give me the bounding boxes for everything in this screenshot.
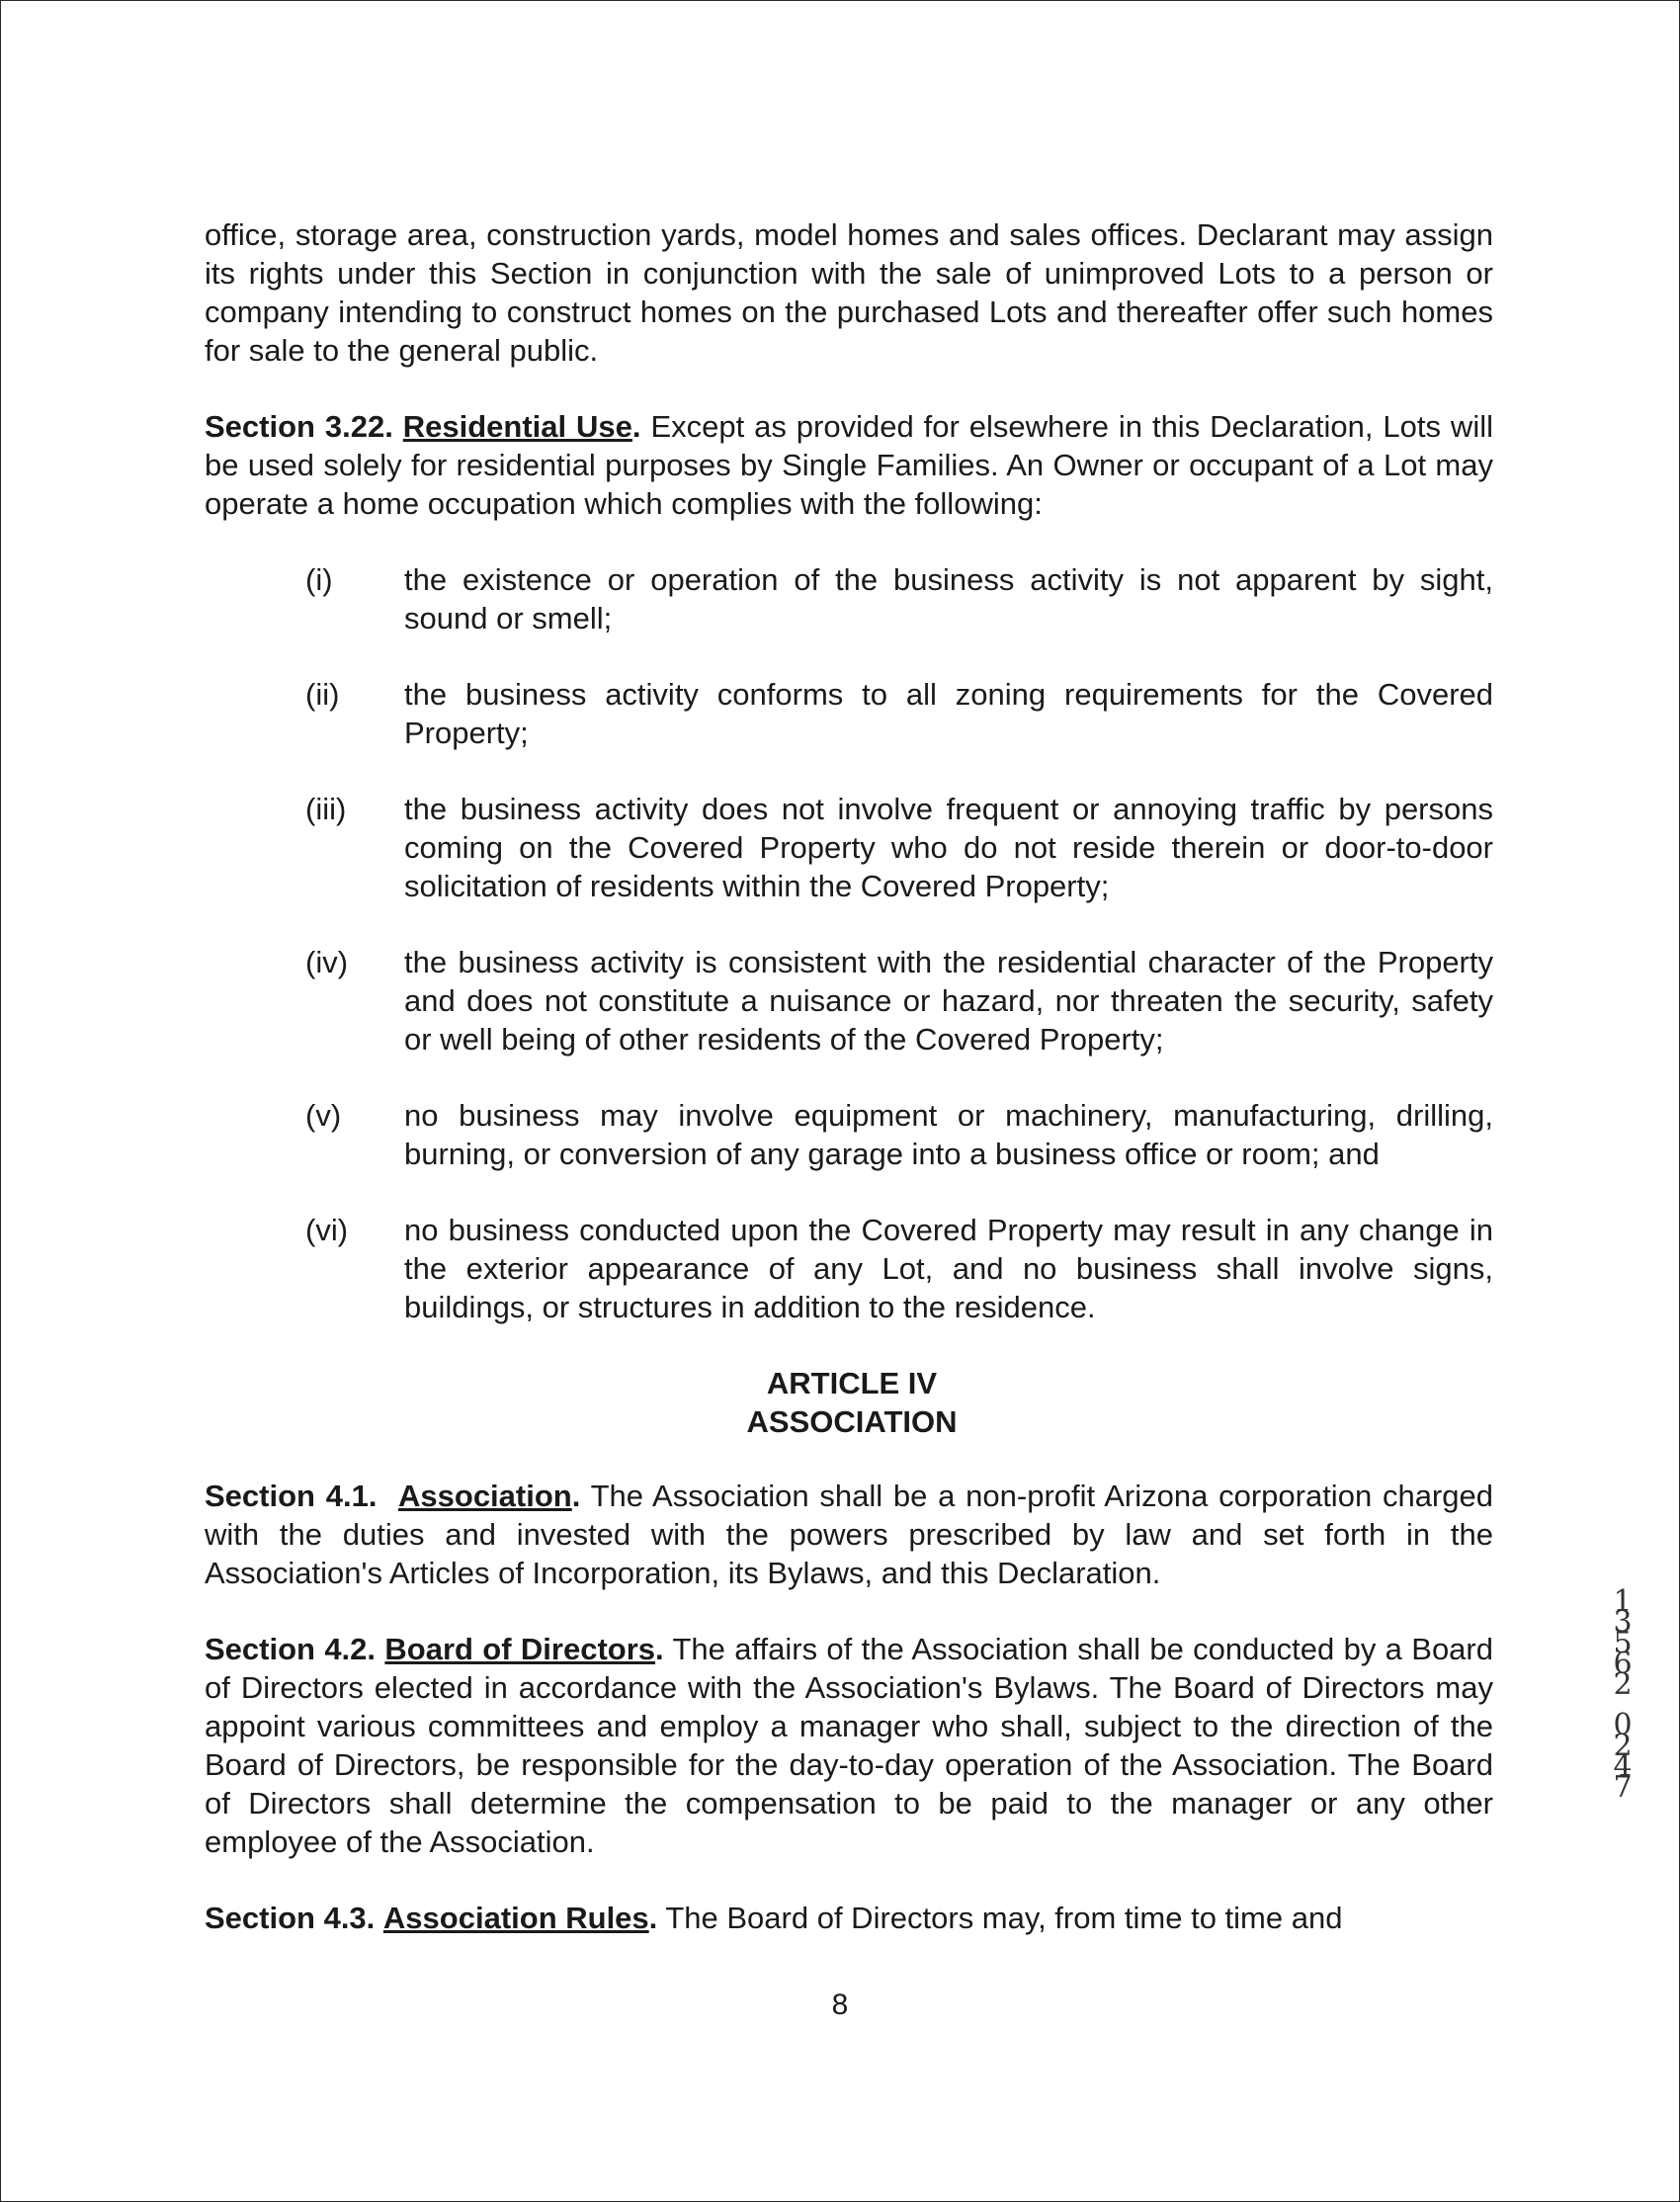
list-item-text: the existence or operation of the business activity is not apparent by sight, sound or smell; bbox=[404, 562, 1493, 635]
list-item bbox=[205, 560, 1493, 637]
recording-stamp-part-1: 13562 bbox=[1613, 1584, 1633, 1702]
list-item bbox=[205, 1096, 1493, 1173]
section-4-2-paragraph: Section 4.2. Board of Directors. The affairs of the Association shall be conducted by a Board of Directors elected in accordance with the Association's Bylaws. The Board of Directors may appoint various committees and employ a manager who shall, subject to the direction of the Board of Directors, be responsible for the day-to-day operation of the Association. The Board of Directors shall determine the compensation to be paid to the manager or any other employee of the Association. bbox=[205, 1632, 1493, 1859]
article-title: ASSOCIATION bbox=[746, 1404, 958, 1439]
article-heading bbox=[205, 1364, 1493, 1441]
page-number: 8 bbox=[831, 1989, 849, 2021]
recording-stamp-part-2: 0247 bbox=[1613, 1708, 1633, 1805]
document-body bbox=[205, 215, 1493, 1975]
list-item bbox=[205, 1211, 1493, 1326]
section-4-2-title: Board of Directors bbox=[384, 1632, 656, 1666]
section-4-3-text: The Board of Directors may, from time to time and bbox=[657, 1901, 1343, 1935]
section-4-1-text: The Association shall be a non-profit Arizona corporation charged with the duties and invested with the powers prescribed by law and set forth in the Association's Articles of Incorporation, its Bylaws, and this Declaration. bbox=[205, 1479, 1493, 1590]
list-item-text: the business activity does not involve frequent or annoying traffic by persons coming on the Covered Property who do not reside therein or door-to-door solicitation of residents within the Covered Property; bbox=[404, 792, 1493, 903]
list-item-text: no business conducted upon the Covered Property may result in any change in the exterior appearance of any Lot, and no business shall involve signs, buildings, or structures in addition to the residence. bbox=[404, 1213, 1493, 1324]
list-item bbox=[205, 675, 1493, 752]
section-4-2-number: Section 4.2. bbox=[205, 1632, 377, 1666]
section-4-3-title: Association Rules bbox=[382, 1901, 649, 1935]
section-4-3-number: Section 4.3. bbox=[205, 1901, 376, 1935]
section-4-2-text: The affairs of the Association shall be conducted by a Board of Directors elected in accordance with the Association's Bylaws. The Board of Directors may appoint various committees and employ a manager who shall, subject to the direction of the Board of Directors, be responsible for the day-to-day operation of the Association. The Board of Directors shall determine the compensation to be paid to the manager or any other employee of the Association. bbox=[205, 1632, 1493, 1859]
list-item bbox=[205, 790, 1493, 905]
list-item-number: (i) bbox=[305, 562, 333, 597]
list-item-text: the business activity conforms to all zoning requirements for the Covered Property; bbox=[404, 677, 1493, 750]
list-item-number: (iii) bbox=[305, 792, 347, 826]
section-4-3-paragraph: Section 4.3. Association Rules. The Board of Directors may, from time to time and bbox=[205, 1901, 1343, 1935]
list-item-number: (iv) bbox=[305, 945, 349, 979]
list-item-text: no business may involve equipment or machinery, manufacturing, drilling, burning, or conversion of any garage into a business office or room; and bbox=[404, 1098, 1493, 1171]
section-4-1-title: Association bbox=[398, 1479, 572, 1513]
list-item bbox=[205, 943, 1493, 1059]
section-3-22-number: Section 3.22. bbox=[205, 409, 393, 444]
section-3-22-text: Except as provided for elsewhere in this Declaration, Lots will be used solely for residential purposes by Single Families. An Owner or occupant of a Lot may operate a home occupation which complies with the following: bbox=[205, 409, 1493, 521]
section-4-1-paragraph: Section 4.1. Association. The Association shall be a non-profit Arizona corporation charged with the duties and invested with the powers prescribed by law and set forth in the Association's Articles of Incorporation, its Bylaws, and this Declaration. bbox=[205, 1479, 1493, 1590]
list-item-number: (v) bbox=[305, 1098, 342, 1133]
list-item-text: the business activity is consistent with the residential character of the Property and does not constitute a nuisance or hazard, nor threaten the security, safety or well being of other residents of the Covered Property; bbox=[404, 945, 1493, 1057]
section-4-1-number: Section 4.1. bbox=[205, 1479, 378, 1513]
home-occupation-list bbox=[205, 560, 1493, 1326]
section-3-22-title: Residential Use bbox=[402, 409, 632, 444]
section-3-22-paragraph: Section 3.22. Residential Use. Except as provided for elsewhere in this Declaration, Lots will be used solely for residential purposes by Single Families. An Owner or occupant of a Lot may operate a home occupation which complies with the following: bbox=[205, 409, 1493, 521]
list-item-number: (vi) bbox=[305, 1213, 349, 1247]
recording-stamp bbox=[1605, 1584, 1640, 1805]
article-number: ARTICLE IV bbox=[766, 1366, 938, 1400]
list-item-number: (ii) bbox=[305, 677, 340, 712]
intro-paragraph: office, storage area, construction yards, model homes and sales offices. Declarant may assign its rights under this Section in conjunction with the sale of unimproved Lots to a person or company intending to construct homes on the purchased Lots and thereafter offer such homes for sale to the general public. bbox=[205, 217, 1493, 368]
